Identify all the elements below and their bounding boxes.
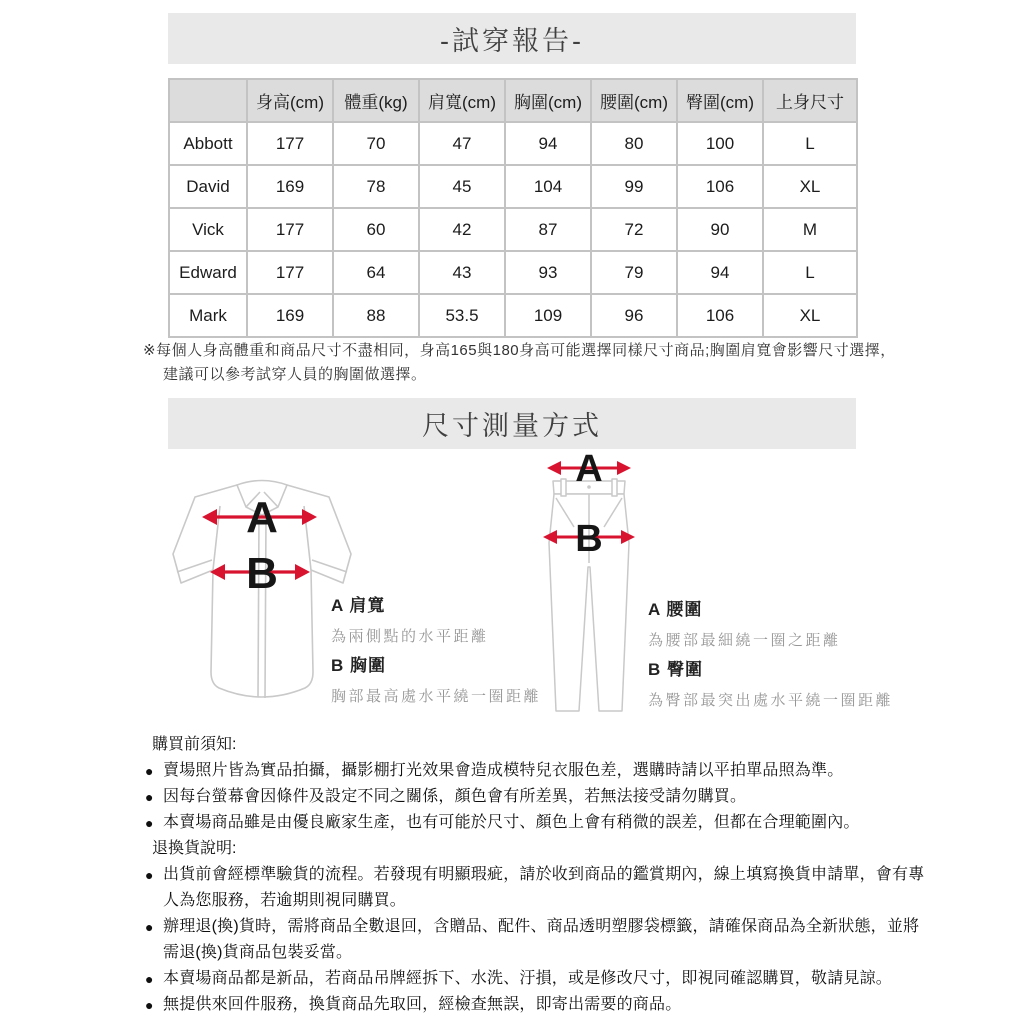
notice-item	[145, 862, 925, 914]
returns-notice-list	[145, 862, 925, 1018]
pants-diagram	[543, 453, 643, 721]
measurement-header	[168, 398, 856, 449]
purchase-notice-list	[145, 758, 925, 836]
pants-marker-a: A	[575, 453, 603, 490]
hip-label-desc: 為臀部最突出處水平繞一圈距離	[648, 692, 894, 709]
table-cell: 177	[247, 251, 333, 294]
fitter-name: Vick	[169, 208, 247, 251]
bullet-icon: ●	[145, 919, 154, 935]
shirt-marker-b: B	[246, 549, 278, 598]
table-cell: 106	[677, 165, 763, 208]
pants-marker-b: B	[575, 518, 603, 560]
notice-item	[145, 758, 925, 784]
shoulder-label-desc: 為兩側點的水平距離	[331, 628, 489, 645]
table-cell: 47	[419, 122, 505, 165]
table-cell: 177	[247, 122, 333, 165]
column-header: 臀圍(cm)	[677, 79, 763, 122]
notice-text: 因每台螢幕會因條件及設定不同之關係，顏色會有所差異，若無法接受請勿購買。	[163, 788, 747, 805]
table-cell: 93	[505, 251, 591, 294]
table-cell: 43	[419, 251, 505, 294]
table-cell: 42	[419, 208, 505, 251]
table-cell: 90	[677, 208, 763, 251]
table-cell: 72	[591, 208, 677, 251]
table-cell: 177	[247, 208, 333, 251]
bullet-icon: ●	[145, 763, 154, 779]
table-row	[169, 165, 857, 208]
bullet-icon: ●	[145, 997, 154, 1013]
pants-measure-labels	[648, 600, 938, 720]
table-cell: 60	[333, 208, 419, 251]
table-cell: 88	[333, 294, 419, 337]
table-cell: XL	[763, 294, 857, 337]
fitting-report-header	[168, 13, 856, 64]
column-header: 上身尺寸	[763, 79, 857, 122]
table-cell: 79	[591, 251, 677, 294]
shirt-marker-a: A	[246, 493, 278, 542]
shoulder-label-title: A 肩寬	[331, 596, 386, 615]
fitting-report-table	[168, 78, 858, 338]
column-header: 體重(kg)	[333, 79, 419, 122]
table-cell: 96	[591, 294, 677, 337]
table-cell: L	[763, 251, 857, 294]
notice-item	[145, 810, 925, 836]
chest-label-desc: 胸部最高處水平繞一圈距離	[331, 688, 542, 705]
table-row	[169, 122, 857, 165]
column-header: 身高(cm)	[247, 79, 333, 122]
notices-section	[145, 732, 925, 1018]
table-cell: 87	[505, 208, 591, 251]
hip-label-title: B 臀圍	[648, 660, 703, 679]
returns-notice-title: 退換貨說明:	[152, 840, 237, 857]
fitter-name: Mark	[169, 294, 247, 337]
table-cell: 64	[333, 251, 419, 294]
table-footnote: ※每個人身高體重和商品尺寸不盡相同，身高165與180身高可能選擇同樣尺寸商品;胸圍肩寬會影響尺寸選擇，建議可以參考試穿人員的胸圍做選擇。	[143, 342, 896, 383]
notice-item	[145, 992, 925, 1018]
bullet-icon: ●	[145, 789, 154, 805]
table-cell: 99	[591, 165, 677, 208]
table-cell: 45	[419, 165, 505, 208]
table-cell: 169	[247, 165, 333, 208]
bullet-icon: ●	[145, 971, 154, 987]
table-cell: 80	[591, 122, 677, 165]
column-header: 胸圍(cm)	[505, 79, 591, 122]
table-cell: 94	[677, 251, 763, 294]
column-header: 肩寬(cm)	[419, 79, 505, 122]
table-row	[169, 294, 857, 337]
notice-text: 出貨前會經標準驗貨的流程。若發現有明顯瑕疵，請於收到商品的鑑賞期內，線上填寫換貨申請單，會有專人為您服務，若逾期則視同購買。	[163, 866, 925, 909]
notice-text: 賣場照片皆為實品拍攝，攝影棚打光效果會造成模特兒衣服色差，選購時請以平拍單品照為準。	[163, 762, 844, 779]
table-cell: 169	[247, 294, 333, 337]
fitter-name: David	[169, 165, 247, 208]
notice-text: 辦理退(換)貨時，需將商品全數退回，含贈品、配件、商品透明塑膠袋標籤，請確保商品為全新狀態，並將需退(換)貨商品包裝妥當。	[163, 918, 920, 961]
bullet-icon: ●	[145, 815, 154, 831]
table-cell: 53.5	[419, 294, 505, 337]
notice-item	[145, 966, 925, 992]
pants-outline	[549, 479, 629, 711]
table-cell: 70	[333, 122, 419, 165]
table-cell: 109	[505, 294, 591, 337]
column-header: 腰圍(cm)	[591, 79, 677, 122]
table-row	[169, 251, 857, 294]
notice-text: 無提供來回件服務，換貨商品先取回，經檢查無誤，即寄出需要的商品。	[163, 996, 682, 1013]
table-cell: L	[763, 122, 857, 165]
table-row	[169, 208, 857, 251]
shirt-diagram	[166, 460, 358, 710]
table-cell: 100	[677, 122, 763, 165]
notice-text: 本賣場商品雖是由優良廠家生產，也有可能於尺寸、顏色上會有稍微的誤差，但都在合理範圍內。	[163, 814, 860, 831]
purchase-notice-title: 購買前須知:	[152, 736, 237, 753]
table-header-row	[169, 79, 857, 122]
table-cell: 78	[333, 165, 419, 208]
notice-item	[145, 784, 925, 810]
waist-label-desc: 為腰部最細繞一圈之距離	[648, 632, 841, 649]
table-cell: M	[763, 208, 857, 251]
table-cell: 94	[505, 122, 591, 165]
table-cell: 104	[505, 165, 591, 208]
bullet-icon: ●	[145, 867, 154, 883]
waist-label-title: A 腰圍	[648, 600, 703, 619]
fitter-name: Edward	[169, 251, 247, 294]
table-cell: XL	[763, 165, 857, 208]
table-cell: 106	[677, 294, 763, 337]
column-header	[169, 79, 247, 122]
fitting-report-title: -試穿報告-	[440, 26, 584, 56]
measurement-title: 尺寸測量方式	[422, 411, 602, 441]
notice-text: 本賣場商品都是新品，若商品吊牌經拆下、水洗、汙損，或是修改尺寸，即視同確認購買，敬請見諒。	[163, 970, 893, 987]
chest-label-title: B 胸圍	[331, 656, 386, 675]
fitter-name: Abbott	[169, 122, 247, 165]
notice-item	[145, 914, 925, 966]
